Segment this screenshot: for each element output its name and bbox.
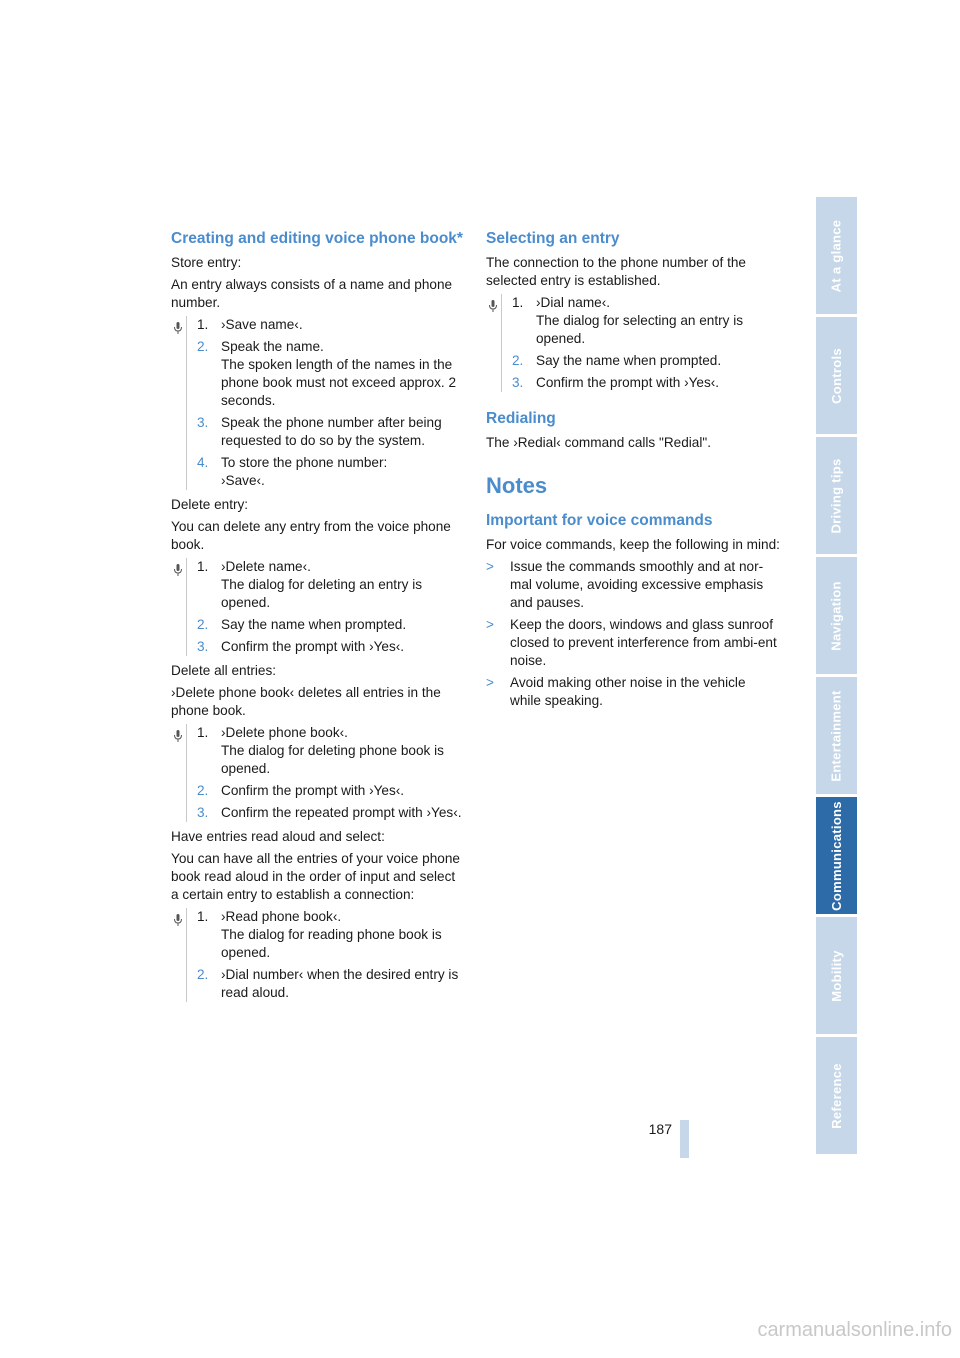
tab-communications[interactable] — [816, 797, 857, 914]
step-text: ›Dial name‹. The dialog for selecting an entry is opened. — [536, 295, 744, 346]
left-column — [171, 230, 465, 1008]
step-block-rule — [186, 724, 187, 822]
selecting-entry-description: The connection to the phone number of the selected entry is established. — [486, 255, 746, 288]
step-item — [197, 724, 465, 778]
tab-label: At a glance — [828, 219, 844, 292]
tab-driving-tips[interactable] — [816, 437, 857, 554]
step-text: Speak the name. The spoken length of the names in the phone book must not exceed approx. 2 seconds. — [221, 339, 457, 408]
selecting-entry-steps — [486, 294, 780, 392]
step-number: 1. — [197, 559, 209, 574]
store-entry-steps — [171, 316, 465, 490]
delete-all-intro: Delete all entries: — [171, 663, 277, 678]
step-number: 1. — [197, 317, 209, 332]
store-entry-intro: Store entry: — [171, 255, 242, 270]
page-marker — [680, 1120, 689, 1158]
bullet-mark: > — [486, 559, 494, 574]
bullet-text: Issue the commands smoothly and at nor-mal volume, avoiding excessive emphasis and pauses. — [510, 559, 764, 610]
step-number: 3. — [197, 639, 209, 654]
microphone-icon — [488, 299, 498, 313]
step-item — [197, 782, 465, 800]
step-item — [197, 616, 465, 634]
tab-navigation[interactable] — [816, 557, 857, 674]
step-text: ›Save name‹. — [221, 317, 303, 332]
step-text: Confirm the prompt with ›Yes‹. — [221, 639, 405, 654]
step-text: ›Delete name‹. The dialog for deleting an entry is opened. — [221, 559, 423, 610]
microphone-icon — [173, 729, 183, 743]
step-block-rule — [186, 558, 187, 656]
tab-label: Navigation — [828, 580, 844, 651]
step-text: ›Delete phone book‹. The dialog for deleting phone book is opened. — [221, 725, 444, 776]
step-number: 2. — [197, 967, 209, 982]
delete-entry-description: You can delete any entry from the voice phone book. — [171, 519, 451, 552]
step-text: Say the name when prompted. — [536, 353, 722, 368]
section-heading-important: Important for voice commands — [486, 512, 713, 529]
voice-command-tips — [486, 558, 780, 710]
section-heading-voice-phone-book: Creating and editing voice phone book* — [171, 230, 463, 247]
step-number: 3. — [197, 415, 209, 430]
bullet-text: Avoid making other noise in the vehicle while speaking. — [510, 675, 746, 708]
step-item — [512, 294, 780, 348]
step-block-rule — [186, 908, 187, 1002]
step-number: 4. — [197, 455, 209, 470]
step-item — [197, 638, 465, 656]
right-column — [486, 230, 780, 714]
bullet-item — [486, 674, 780, 710]
bullet-item — [486, 558, 780, 612]
step-item — [197, 454, 465, 490]
step-block-rule — [501, 294, 502, 392]
step-text: ›Dial number‹ when the desired entry is read aloud. — [221, 967, 459, 1000]
tab-controls[interactable] — [816, 317, 857, 434]
step-text: Confirm the prompt with ›Yes‹. — [536, 375, 720, 390]
tab-label: Controls — [828, 347, 844, 404]
tab-at-a-glance[interactable] — [816, 197, 857, 314]
step-number: 2. — [197, 783, 209, 798]
read-aloud-steps — [171, 908, 465, 1002]
step-text: Say the name when prompted. — [221, 617, 407, 632]
step-number: 3. — [512, 375, 524, 390]
redialing-description: The ›Redial‹ command calls "Redial". — [486, 435, 711, 450]
step-number: 3. — [197, 805, 209, 820]
delete-all-steps — [171, 724, 465, 822]
delete-entry-steps — [171, 558, 465, 656]
step-item — [512, 374, 780, 392]
side-tab-navigation — [816, 197, 857, 1157]
tab-label: Communications — [828, 800, 844, 911]
step-number: 1. — [197, 909, 209, 924]
bullet-text: Keep the doors, windows and glass sunroof closed to prevent interference from ambi-ent noise. — [510, 617, 777, 668]
step-item — [197, 338, 465, 410]
step-number: 1. — [197, 725, 209, 740]
tab-reference[interactable] — [816, 1037, 857, 1154]
bullet-mark: > — [486, 675, 494, 690]
page-number: 187 — [648, 1121, 672, 1137]
tab-label: Reference — [828, 1062, 844, 1129]
step-item — [197, 804, 465, 822]
tab-entertainment[interactable] — [816, 677, 857, 794]
step-number: 2. — [512, 353, 524, 368]
microphone-icon — [173, 321, 183, 335]
step-text: Confirm the repeated prompt with ›Yes‹. — [221, 805, 462, 820]
important-description: For voice commands, keep the following in mind: — [486, 537, 780, 552]
step-item — [197, 414, 465, 450]
watermark: carmanualsonline.info — [757, 1319, 952, 1341]
bullet-item — [486, 616, 780, 670]
delete-entry-intro: Delete entry: — [171, 497, 249, 512]
delete-all-description: ›Delete phone book‹ deletes all entries in the phone book. — [171, 685, 441, 718]
microphone-icon — [173, 913, 183, 927]
tab-label: Entertainment — [828, 689, 844, 782]
step-text: Confirm the prompt with ›Yes‹. — [221, 783, 405, 798]
step-text: ›Read phone book‹. The dialog for reading phone book is opened. — [221, 909, 442, 960]
tab-label: Driving tips — [828, 457, 844, 534]
store-entry-description: An entry always consists of a name and phone number. — [171, 277, 453, 310]
bullet-mark: > — [486, 617, 494, 632]
step-item — [197, 966, 465, 1002]
read-aloud-intro: Have entries read aloud and select: — [171, 829, 385, 844]
microphone-icon — [173, 563, 183, 577]
section-heading-notes: Notes — [486, 473, 548, 498]
step-item — [197, 558, 465, 612]
tab-label: Mobility — [828, 949, 844, 1002]
step-number: 1. — [512, 295, 524, 310]
step-item — [512, 352, 780, 370]
tab-mobility[interactable] — [816, 917, 857, 1034]
step-number: 2. — [197, 617, 209, 632]
step-item — [197, 316, 465, 334]
section-heading-selecting-entry: Selecting an entry — [486, 230, 620, 247]
step-text: Speak the phone number after being requested to do so by the system. — [221, 415, 442, 448]
step-text: To store the phone number: ›Save‹. — [221, 455, 388, 488]
step-block-rule — [186, 316, 187, 490]
step-item — [197, 908, 465, 962]
step-number: 2. — [197, 339, 209, 354]
section-heading-redialing: Redialing — [486, 410, 556, 427]
read-aloud-description: You can have all the entries of your voice phone book read aloud in the order of input and select a certain entry to establish a connection: — [171, 851, 460, 902]
